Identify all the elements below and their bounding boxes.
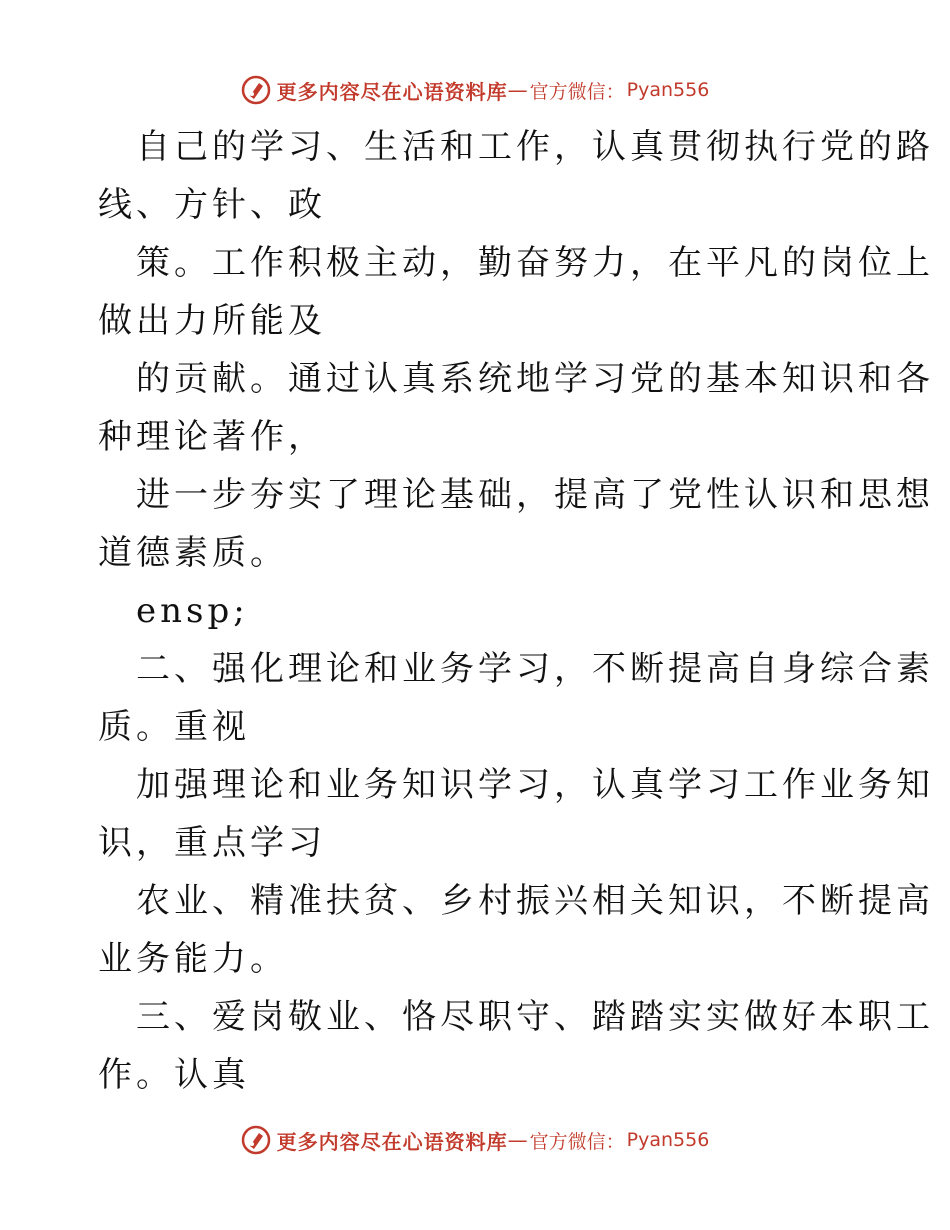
banner-separator: — xyxy=(507,78,528,102)
text-line: 的贡献。通过认真系统地学习党的基本知识和各 xyxy=(136,359,934,399)
banner-contact-label: 官方微信： xyxy=(529,1130,625,1153)
text-line: 进一步夯实了理论基础，提高了党性认识和思想 xyxy=(136,475,934,515)
text-line: 自己的学习、生活和工作，认真贯彻执行党的路 xyxy=(136,127,934,167)
banner-title: 更多内容尽在心语资料库 xyxy=(276,1129,508,1154)
text-line: 质。重视 xyxy=(98,707,250,747)
text-line: 农业、精准扶贫、乡村振兴相关知识，不断提高 xyxy=(136,881,934,921)
text-line: 线、方针、政 xyxy=(98,185,326,225)
text-line: 二、强化理论和业务学习，不断提高自身综合素 xyxy=(136,649,934,689)
banner-contact-id: Pyan556 xyxy=(626,1129,710,1151)
text-line: 识，重点学习 xyxy=(98,823,326,863)
text-line: 策。工作积极主动，勤奋努力，在平凡的岗位上 xyxy=(136,243,934,283)
banner-separator: — xyxy=(507,1128,528,1152)
text-line: 做出力所能及 xyxy=(98,301,326,341)
banner-contact-id: Pyan556 xyxy=(626,79,710,101)
text-line: ensp; xyxy=(136,591,249,631)
text-line: 作。认真 xyxy=(98,1055,250,1095)
text-line: 三、爱岗敬业、恪尽职守、踏踏实实做好本职工 xyxy=(136,997,934,1037)
pen-nib-icon xyxy=(241,1125,271,1155)
text-line: 业务能力。 xyxy=(98,939,288,979)
pen-nib-icon xyxy=(241,75,271,105)
text-line: 加强理论和业务知识学习，认真学习工作业务知 xyxy=(136,765,934,805)
document-body xyxy=(98,118,934,1104)
banner-contact-label: 官方微信： xyxy=(529,80,625,103)
text-line: 道德素质。 xyxy=(98,533,288,573)
text-line: 种理论著作， xyxy=(98,417,326,457)
banner-title: 更多内容尽在心语资料库 xyxy=(276,79,508,104)
footer-banner xyxy=(0,1120,950,1160)
header-banner xyxy=(0,70,950,110)
